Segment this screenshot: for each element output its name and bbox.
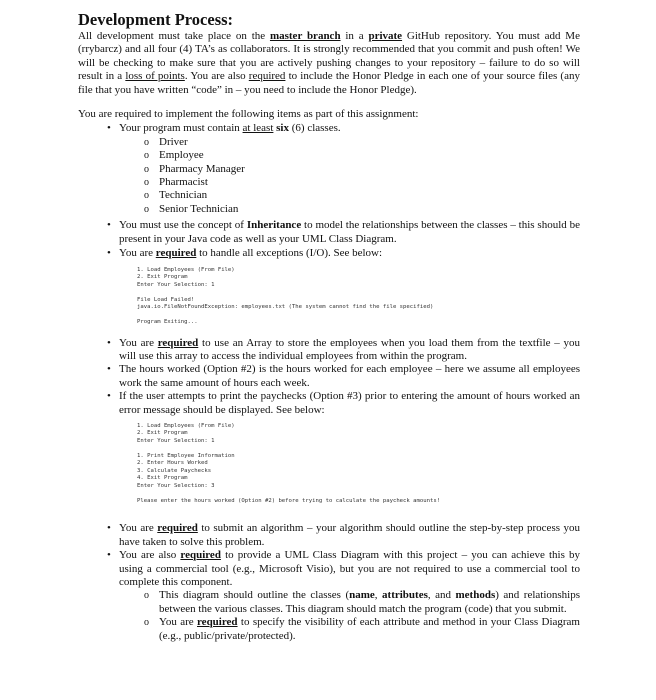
master-branch-emphasis: master branch (269, 30, 341, 42)
list-item: • You must use the concept of Inheritance to model the relationships between the classes – this should be present in your Java code as well as your UML Class Diagram. (107, 219, 580, 245)
items-intro: You are required to implement the following items as part of this assignment: (78, 108, 419, 121)
list-item: o This diagram should outline the classes (name, attributes, and methods) and relationships between the various classes. This diagram should match the program (code) that you submit. (144, 589, 581, 615)
requirements-list-3 (78, 522, 580, 643)
list-item: • If the user attempts to print the paychecks (Option #3) prior to entering the amount of hours worked an error message should be displayed. See below: (107, 390, 580, 416)
list-item: o You are required to specify the visibility of each attribute and method in your Class Diagram (e.g., public/private/protected). (144, 616, 580, 642)
list-item: o Pharmacy Manager (144, 162, 245, 175)
console-output-file-error: 1. Load Employees (From File) 2. Exit Program Enter Your Selection: 1 File Load Failed! java.io.FileNotFoundException: employees.txt (The system cannot find the file specified) Program Exiting... (137, 266, 434, 325)
list-item: o Pharmacist (144, 176, 208, 189)
uml-sub-list (119, 589, 580, 643)
list-item: o Senior Technician (144, 202, 239, 215)
document-page (78, 10, 580, 643)
list-item: • You are required to handle all exceptions (I/O). See below: (107, 247, 383, 260)
requirements-list (78, 122, 580, 260)
list-item: o Technician (144, 189, 208, 202)
classes-list (119, 136, 580, 216)
required-emphasis: required (248, 70, 286, 83)
list-item: • You are also required to provide a UML Class Diagram with this project – you can achieve this by using a commercial tool (e.g., Microsoft Visio), but you are not required to use a commercial tool to complete this component. o This diagram should outline the classes (name, attributes, and methods) and relationships between the various classes. This diagram should match the program (code) that you submit. o You are required to specify the visibility of each attribute and method in your Class Diagram (e.g., public/private/protected). (107, 549, 581, 642)
list-item: • Your program must contain at least six (6) classes. o Driver o Employee o Pharmacy Manager o Pharmacist o Technician o Senior Technician (78, 122, 580, 216)
list-item: o Employee (144, 149, 204, 162)
list-item: • You are required to use an Array to store the employees when you load them from the textfile – you will use this array to access the individual employees from within the program. (107, 336, 580, 362)
loss-of-points-emphasis: loss of points (125, 70, 185, 83)
list-item: • You are required to submit an algorithm – your algorithm should outline the step-by-step process you have taken to solve this problem. (107, 522, 580, 548)
list-item: o Driver (144, 135, 188, 148)
private-emphasis: private (368, 30, 403, 42)
intro-paragraph: All development must take place on the master branch in a private GitHub repository. You must add Me (rrybarcz) and all four (4) TA’s as collaborators. It is strongly recommended that you commit and push often! We will be checking to make sure that you are actively pushing changes to your repository – failure to do so will result in a loss of points. You are also required to include the Honor Pledge in each one of your source files (any file that you have written “code” in – you need to include the Honor Pledge). (78, 30, 580, 96)
console-output-paycheck-error: 1. Load Employees (From File) 2. Exit Program Enter Your Selection: 1 1. Print Employee Information 2. Enter Hours Worked 3. Calculate Paychecks 4. Exit Program Enter Your Selection: 3 Please enter the hours worked (Option #2) before trying to calculate the paycheck amounts! (137, 422, 441, 504)
list-item: • The hours worked (Option #2) is the hours worked for each employee – here we assume all employees work the same amount of hours each week. (107, 363, 580, 389)
requirements-list-2 (78, 337, 580, 417)
section-heading: Development Process: (78, 10, 234, 29)
